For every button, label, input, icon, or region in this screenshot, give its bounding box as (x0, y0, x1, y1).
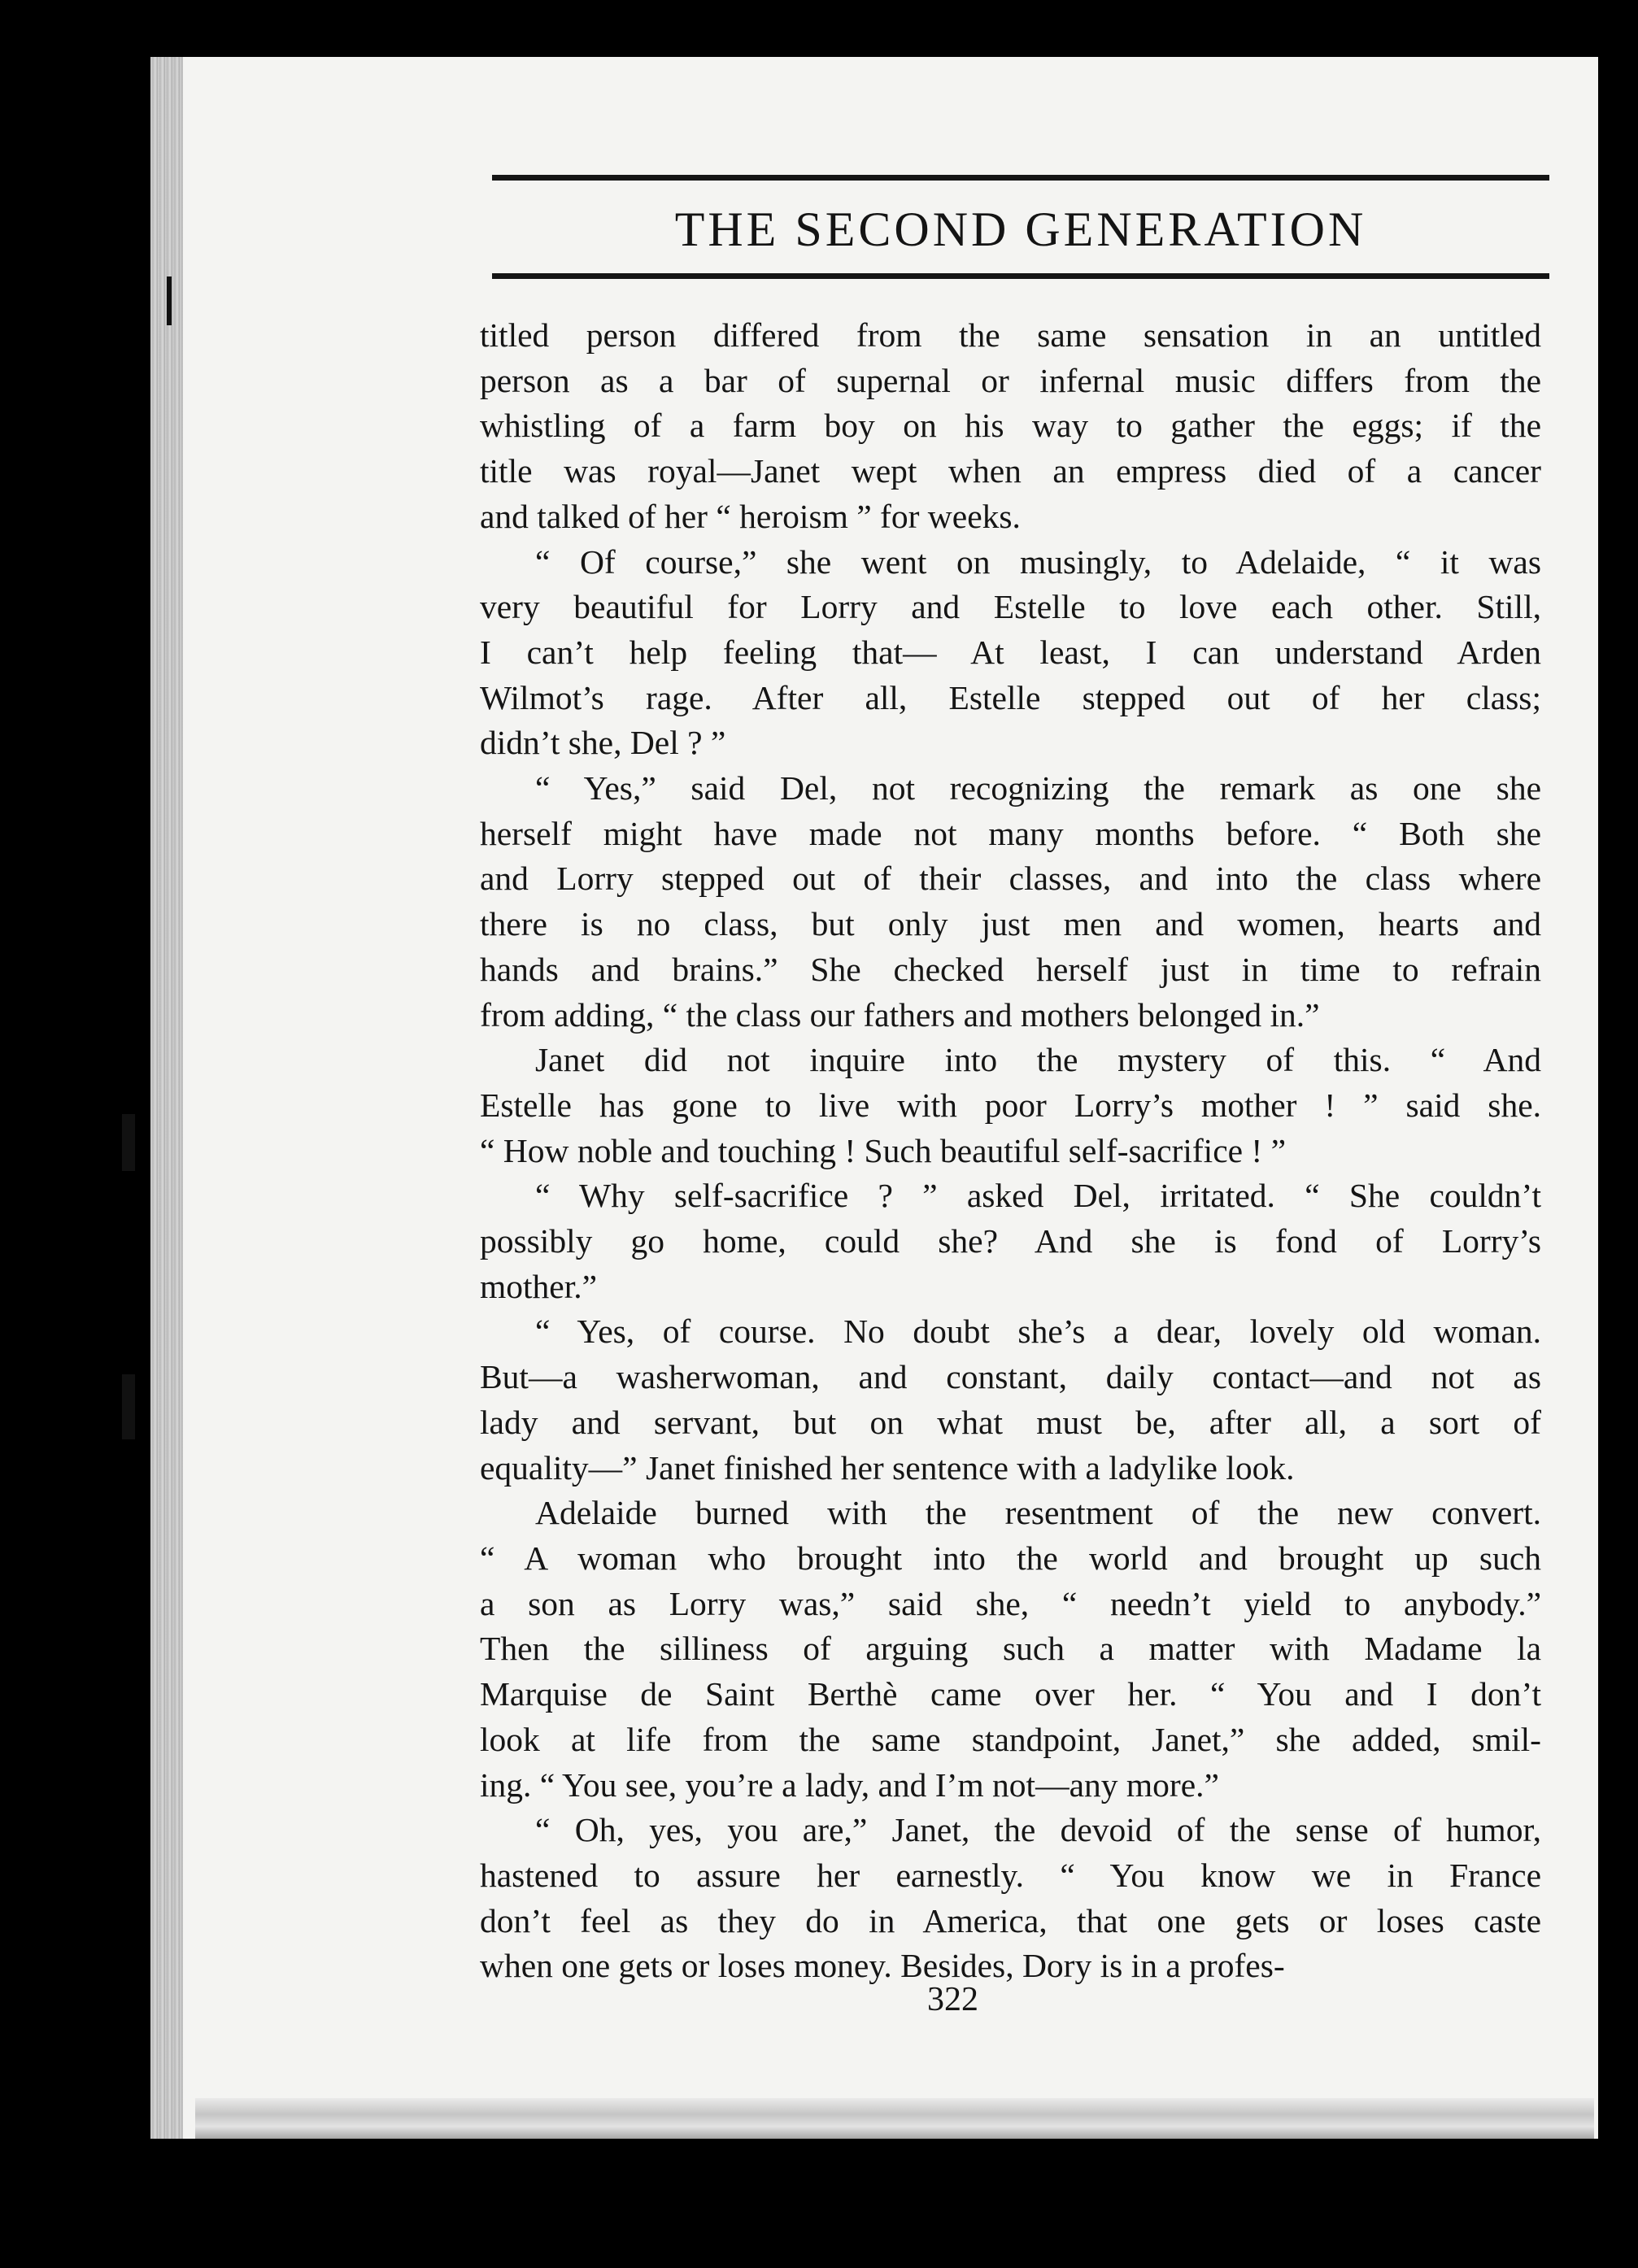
paragraph (480, 1173, 1541, 1309)
text-line: didn’t she, Del ? ” (480, 724, 726, 762)
paragraph (480, 540, 1541, 767)
text-line: Adelaide burned with the resentment of the new convert. (535, 1494, 1541, 1532)
text-line: when one gets or loses money. Besides, Dory is in a profes- (480, 1947, 1285, 1985)
text-line: Marquise de Saint Berthè came over her. “ You and I don’t (480, 1675, 1541, 1713)
body-text (480, 313, 1541, 1989)
text-line: But—a washerwoman, and constant, daily contact—and not as (480, 1358, 1541, 1396)
text-line: lady and servant, but on what must be, after all, a sort of (480, 1403, 1541, 1441)
paragraph (480, 1808, 1541, 1989)
text-line: whistling of a farm boy on his way to gather the eggs; if the (480, 407, 1541, 445)
paragraph (480, 313, 1541, 540)
paragraph (480, 1309, 1541, 1491)
text-line: “ How noble and touching ! Such beautiful self-sacrifice ! ” (480, 1131, 1287, 1169)
text-line: “ Of course,” she went on musingly, to Adelaide, “ it was (535, 542, 1541, 581)
text-line: titled person differed from the same sensation in an untitled (480, 316, 1541, 354)
page-number: 322 (927, 1981, 978, 2018)
text-line: mother.” (480, 1267, 598, 1305)
binding-mark (122, 1374, 135, 1439)
text-line: person as a bar of supernal or infernal music differs from the (480, 361, 1541, 399)
text-line: and talked of her “ heroism ” for weeks. (480, 497, 1021, 535)
text-line: hastened to assure her earnestly. “ You know we in France (480, 1856, 1541, 1894)
text-line: “ Oh, yes, you are,” Janet, the devoid of the sense of humor, (535, 1811, 1541, 1849)
text-line: hands and brains.” She checked herself just in time to refrain (480, 950, 1541, 988)
text-line: a son as Lorry was,” said she, “ needn’t yield to anybody.” (480, 1584, 1541, 1622)
text-line: ing. “ You see, you’re a lady, and I’m not—any more.” (480, 1765, 1219, 1804)
text-line: equality—” Janet finished her sentence with a ladylike look. (480, 1448, 1295, 1487)
text-line: title was royal—Janet wept when an empress died of a cancer (480, 452, 1541, 490)
paragraph (480, 1038, 1541, 1173)
text-line: Janet did not inquire into the mystery of this. “ And (535, 1041, 1541, 1079)
paragraph (480, 766, 1541, 1038)
paragraph (480, 1491, 1541, 1808)
text-line: Wilmot’s rage. After all, Estelle stepped out of her class; (480, 678, 1541, 716)
page-bottom-edge (195, 2098, 1594, 2139)
text-line: from adding, “ the class our fathers and mothers belonged in.” (480, 995, 1320, 1034)
text-line: “ A woman who brought into the world and brought up such (480, 1539, 1541, 1577)
text-line: there is no class, but only just men and women, hearts and (480, 905, 1541, 943)
text-line: look at life from the same standpoint, Janet,” she added, smil- (480, 1720, 1541, 1758)
text-line: don’t feel as they do in America, that one gets or loses caste (480, 1901, 1541, 1939)
text-line: “ Yes, of course. No doubt she’s a dear, lovely old woman. (535, 1312, 1541, 1351)
binding-mark (167, 276, 172, 325)
text-line: “ Yes,” said Del, not recognizing the remark as one she (535, 769, 1541, 808)
running-title: THE SECOND GENERATION (674, 202, 1367, 256)
text-line: I can’t help feeling that— At least, I can understand Arden (480, 633, 1541, 671)
binding-mark (122, 1114, 135, 1171)
header-rule-top (492, 175, 1549, 181)
running-header (492, 175, 1549, 279)
text-line: very beautiful for Lorry and Estelle to love each other. Still, (480, 588, 1541, 626)
header-rule-bottom (492, 273, 1549, 279)
text-line: herself might have made not many months before. “ Both she (480, 814, 1541, 852)
text-line: possibly go home, could she? And she is fond of Lorry’s (480, 1222, 1541, 1260)
text-line: “ Why self-sacrifice ? ” asked Del, irritated. “ She couldn’t (535, 1177, 1541, 1215)
text-line: and Lorry stepped out of their classes, and into the class where (480, 860, 1541, 898)
text-line: Estelle has gone to live with poor Lorry’s mother ! ” said she. (480, 1086, 1541, 1124)
text-line: Then the silliness of arguing such a matter with Madame la (480, 1630, 1541, 1668)
